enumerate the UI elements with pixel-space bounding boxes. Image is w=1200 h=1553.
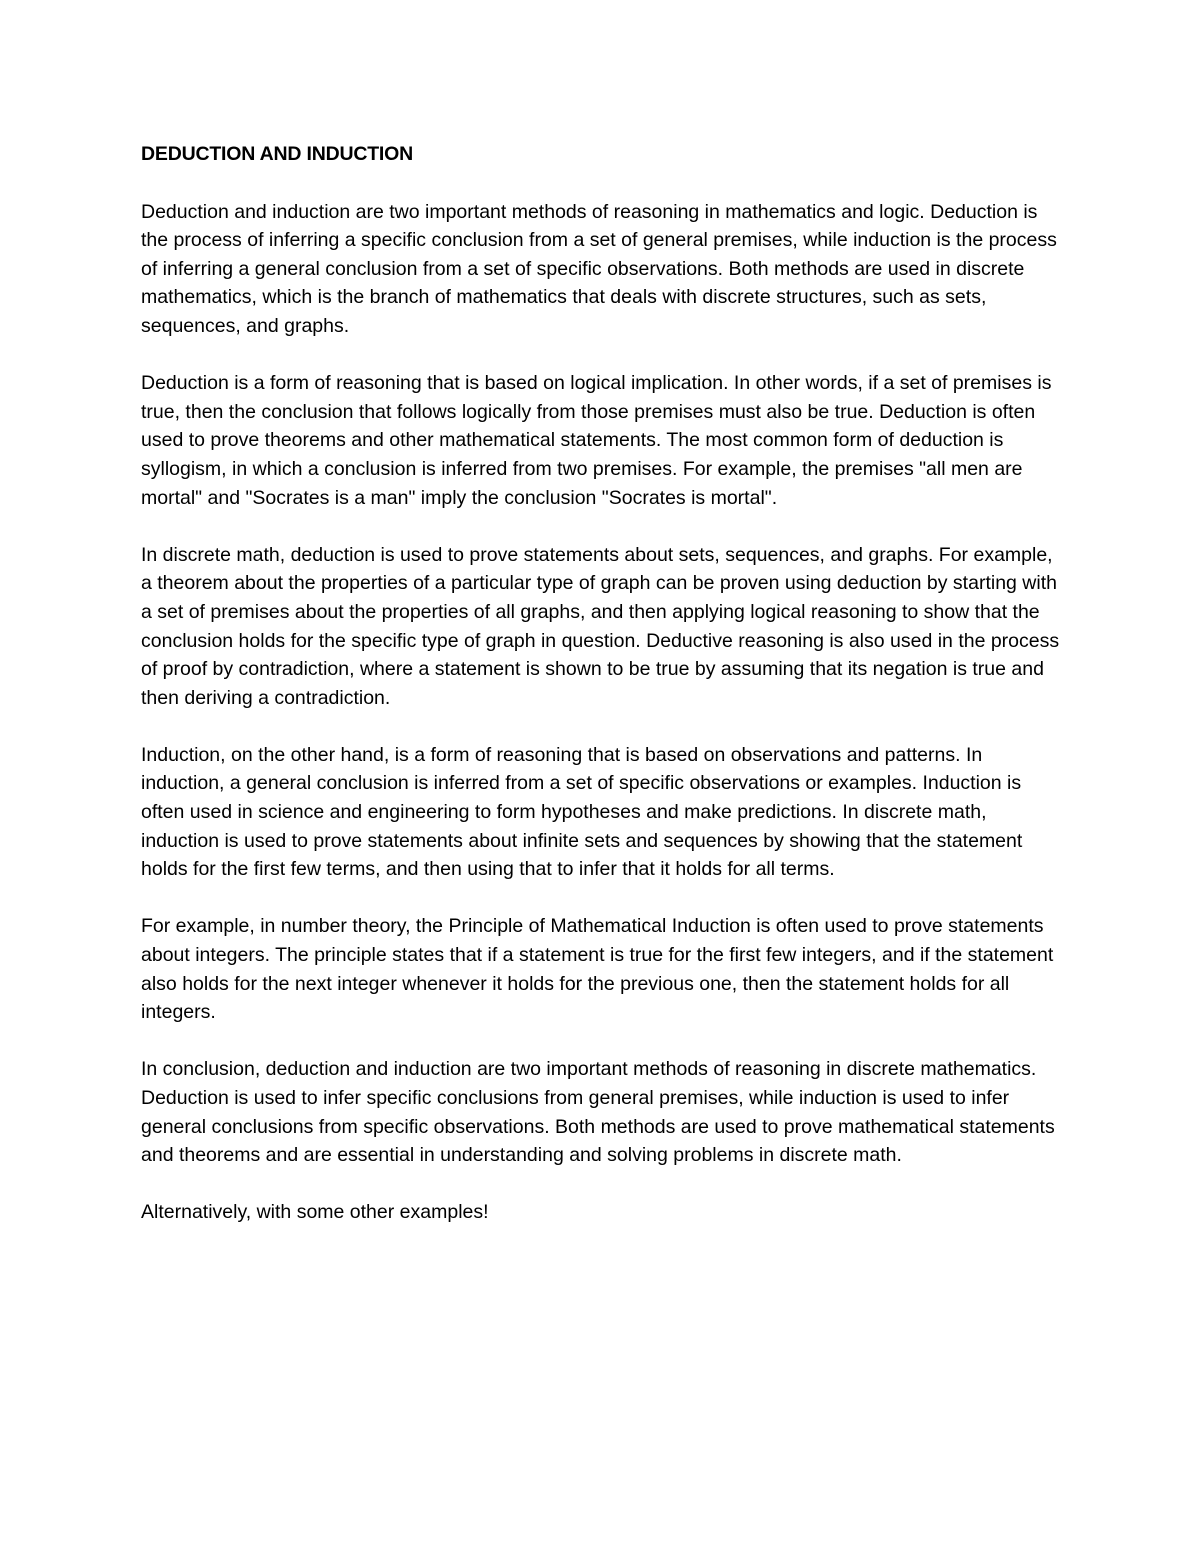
paragraph-induction: Induction, on the other hand, is a form of reasoning that is based on observations and patterns. In induction, a general conclusion is inferred from a set of specific observations or examples. Induction is often used in science and engineering to form hypotheses and make predictions. In discrete math, induction is used to prove statements about infinite sets and sequences by showing that the statement holds for the first few terms, and then using that to infer that it holds for all terms. xyxy=(141,743,1023,881)
paragraph-deduction-discrete-math: In discrete math, deduction is used to prove statements about sets, sequences, and graphs. For example, a theorem about the properties of a particular type of graph can be proven using deduction by starting with a set of premises about the properties of all graphs, and then applying logical reasoning to show that the conclusion holds for the specific type of graph in question. Deductive reasoning is also used in the process of proof by contradiction, where a statement is shown to be true by assuming that its negation is true and then deriving a contradiction. xyxy=(141,543,1060,709)
paragraph-alternatively: Alternatively, with some other examples! xyxy=(141,1201,489,1224)
paragraph-conclusion: In conclusion, deduction and induction are two important methods of reasoning in discrete mathematics. Deduction is used to infer specific conclusions from general premises, while induction is used to infer general conclusions from specific observations. Both methods are used to prove mathematical statements and theorems and are essential in understanding and solving problems in discrete math. xyxy=(141,1058,1055,1167)
paragraph-intro: Deduction and induction are two important methods of reasoning in mathematics and logic. Deduction is the process of inferring a specific conclusion from a set of general premises, while induction is the process of inferring a general conclusion from a set of specific observations. Both methods are used in discrete mathematics, which is the branch of mathematics that deals with discrete structures, such as sets, sequences, and graphs. xyxy=(141,200,1057,337)
paragraph-mathematical-induction: For example, in number theory, the Principle of Mathematical Induction is often used to prove statements about integers. The principle states that if a statement is true for the first few integers, and if the statement also holds for the next integer whenever it holds for the previous one, then the statement holds for all integers. xyxy=(141,915,1054,1024)
document-body xyxy=(141,140,1066,1256)
paragraph-deduction: Deduction is a form of reasoning that is based on logical implication. In other words, if a set of premises is true, then the conclusion that follows logically from those premises must also be true. Deduction is often used to prove theorems and other mathematical statements. The most common form of deduction is syllogism, in which a conclusion is inferred from two premises. For example, the premises "all men are mortal" and "Socrates is a man" imply the conclusion "Socrates is mortal". xyxy=(141,372,1052,509)
document-title: DEDUCTION AND INDUCTION xyxy=(141,143,413,165)
